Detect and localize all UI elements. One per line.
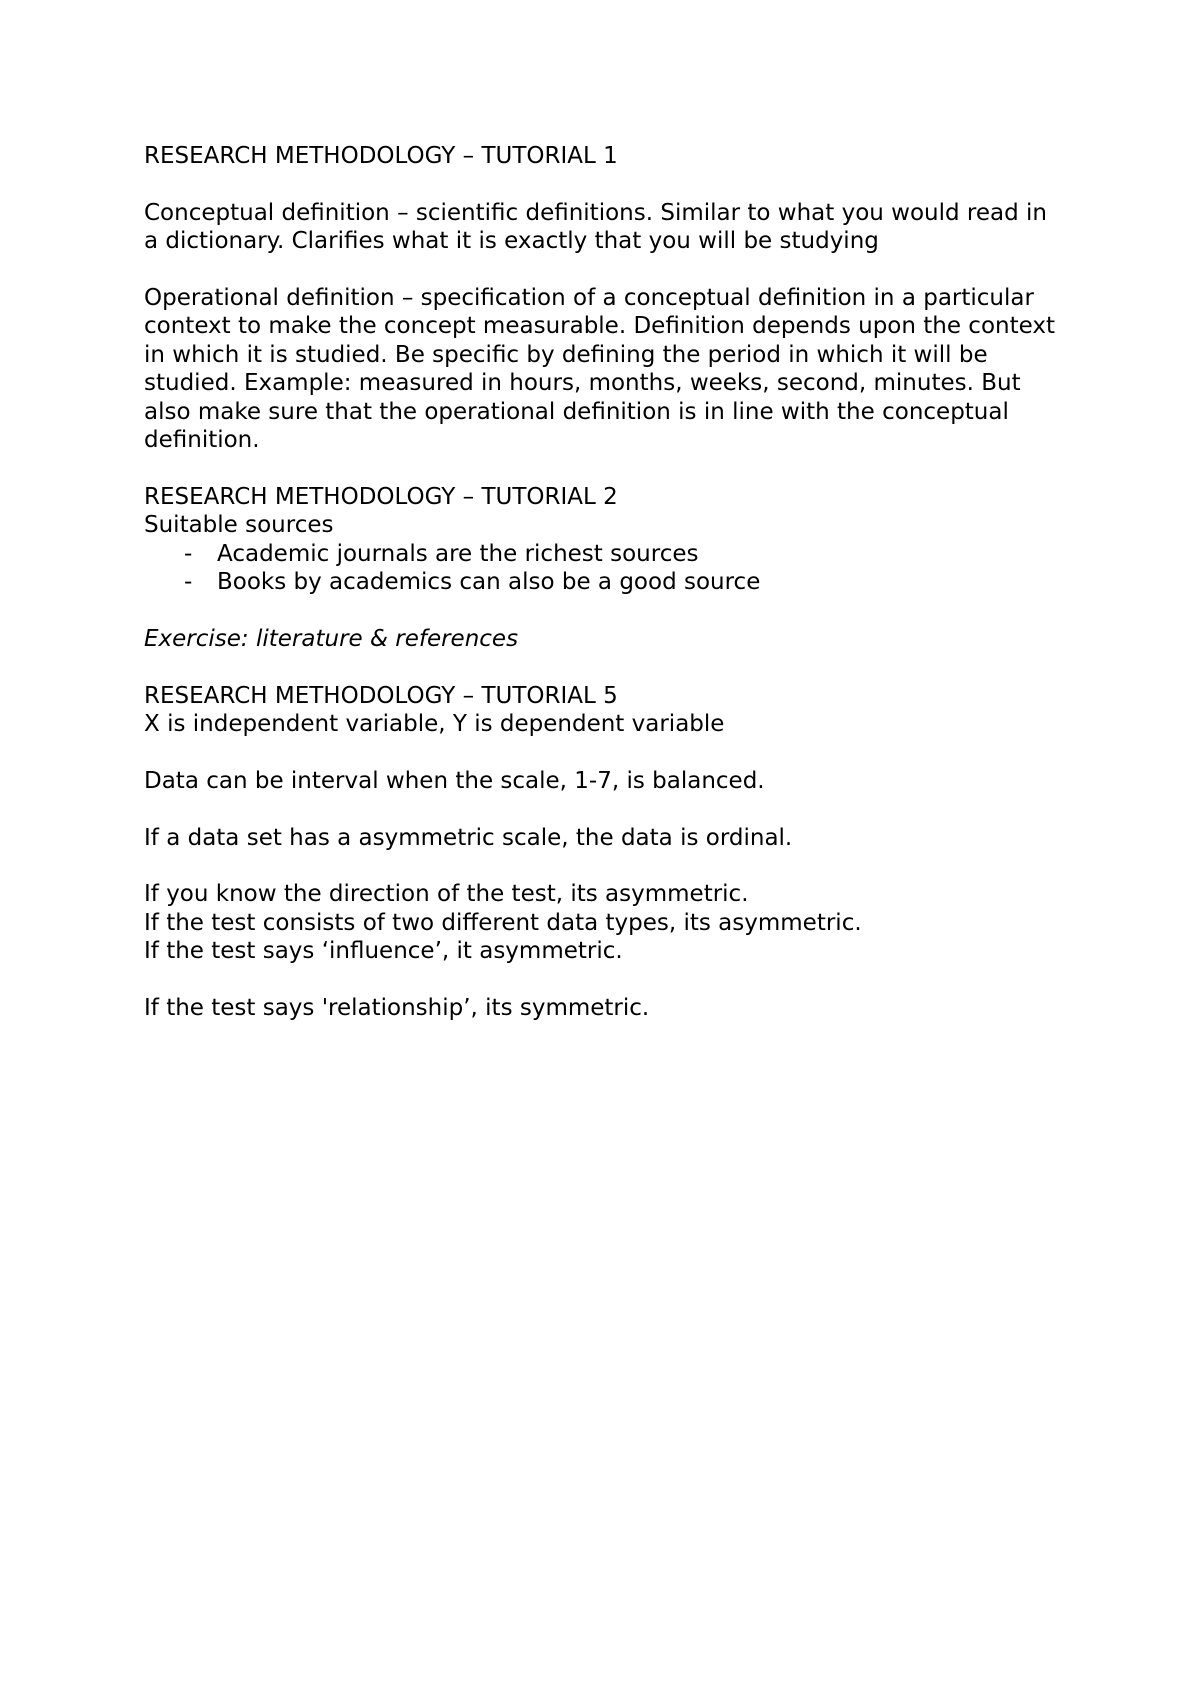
two-types-line: If the test consists of two different data types, its asymmetric. [144,909,862,936]
list-item-text: Books by academics can also be a good source [217,569,761,596]
suitable-sources-label: Suitable sources [144,512,334,539]
tutorial-5-heading: RESEARCH METHODOLOGY – TUTORIAL 5 [144,682,618,709]
tutorial-2-heading: RESEARCH METHODOLOGY – TUTORIAL 2 [144,483,618,510]
interval-line: Data can be interval when the scale, 1-7, is balanced. [144,767,765,794]
bullet-dash: - [184,569,193,596]
conceptual-definition-paragraph: Conceptual definition – scientific definitions. Similar to what you would read in a dictionary. Clarifies what it is exactly that you will be studying [144,199,1047,255]
bullet-dash: - [184,540,193,567]
list-item [144,540,1064,568]
list-item-text: Academic journals are the richest sources [217,540,699,567]
relationship-line: If the test says 'relationship’, its symmetric. [144,995,650,1022]
operational-definition-paragraph: Operational definition – specification of a conceptual definition in a particular context to make the concept measurable. Definition depends upon the context in which it is studied. Be specific by defining the period in which it will be studied. Example: measured in hours, months, weeks, second, minutes. But also make sure that the operational definition is in line with the conceptual definition. [144,285,1055,454]
direction-line: If you know the direction of the test, its asymmetric. [144,881,749,908]
variables-line: X is independent variable, Y is dependent variable [144,711,725,738]
document-body [144,142,1064,1051]
ordinal-line: If a data set has a asymmetric scale, the data is ordinal. [144,824,793,851]
sources-bullet-list [144,540,1064,597]
influence-line: If the test says ‘influence’, it asymmetric. [144,938,623,965]
exercise-label: Exercise: literature & references [144,625,519,652]
list-item [144,568,1064,596]
tutorial-1-heading: RESEARCH METHODOLOGY – TUTORIAL 1 [144,143,618,169]
